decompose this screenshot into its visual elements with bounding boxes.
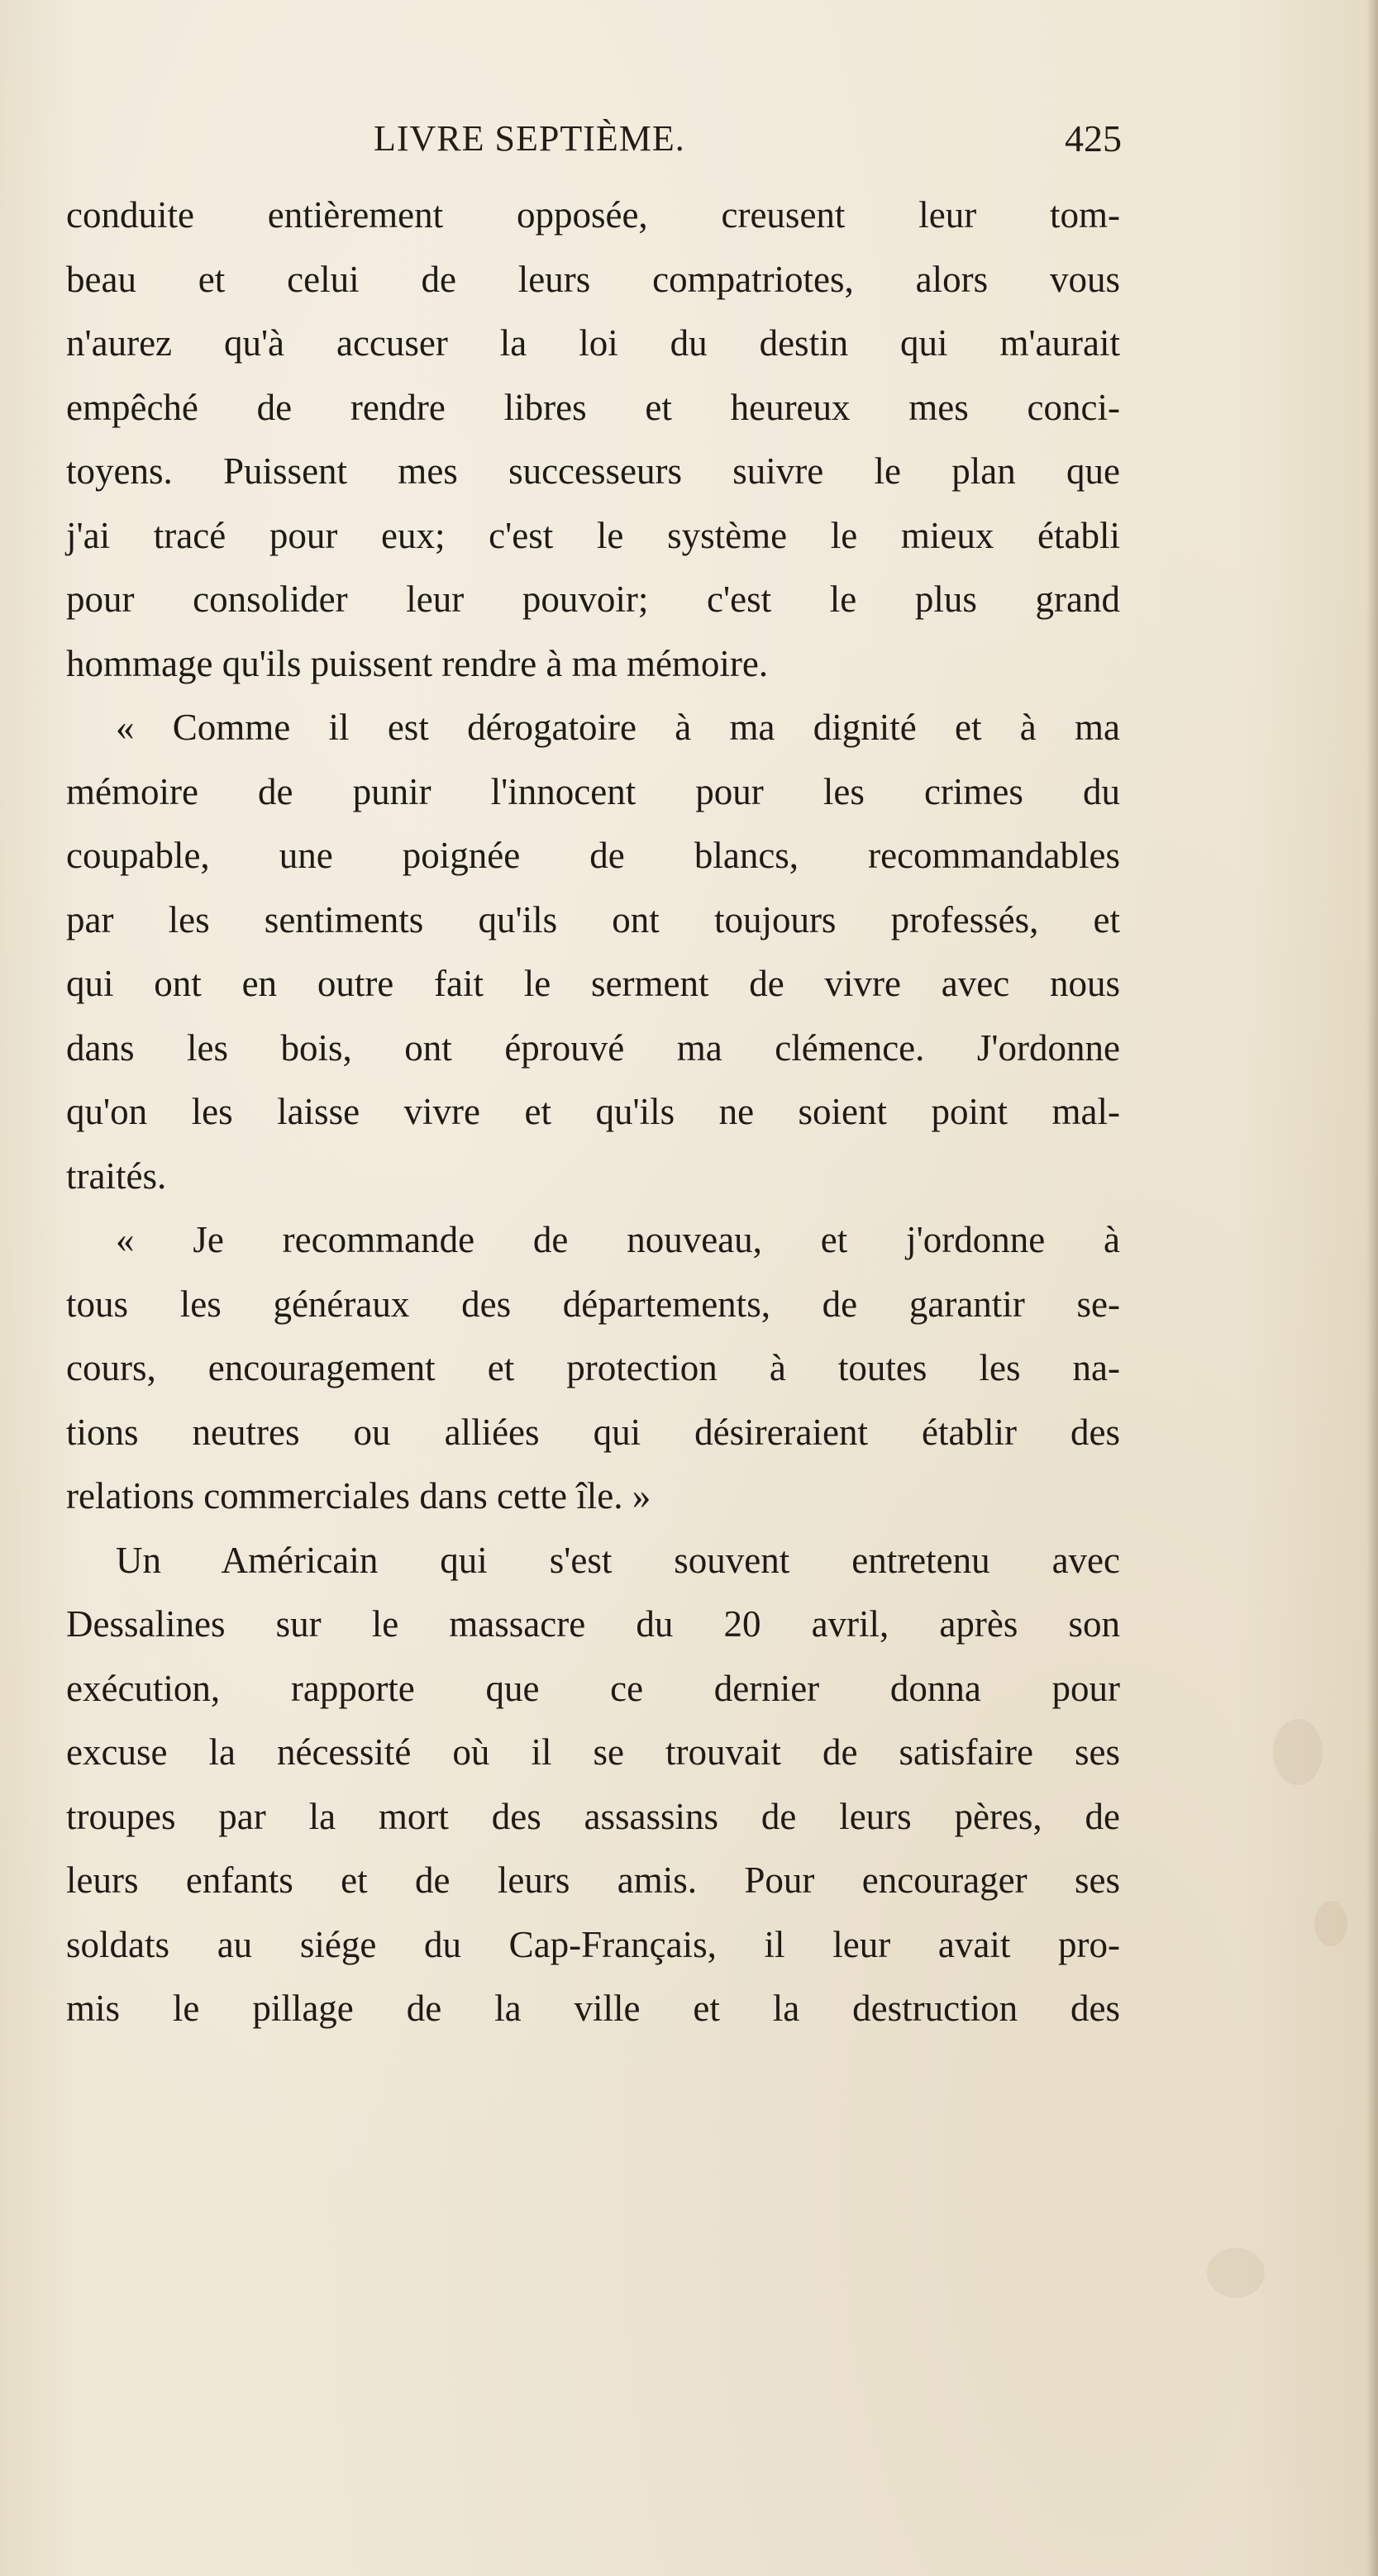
page-edge-shadow: [1366, 0, 1378, 2576]
text-line: soldats au siége du Cap-Français, il leur avait pro-: [66, 1923, 1120, 1965]
text-line: empêché de rendre libres et heureux mes conci-: [66, 386, 1120, 428]
text-line: beau et celui de leurs compatriotes, alors vous: [66, 258, 1120, 300]
text-line: Un Américain qui s'est souvent entretenu avec: [116, 1539, 1120, 1581]
paper-stain: [1207, 2248, 1265, 2297]
body-text: [66, 183, 1120, 2041]
text-line: traités.: [66, 1155, 167, 1197]
text-line: toyens. Puissent mes successeurs suivre le plan que: [66, 450, 1120, 492]
text-line: « Comme il est dérogatoire à ma dignité et à ma: [116, 707, 1120, 748]
page-number: 425: [1065, 117, 1122, 160]
text-line: par les sentiments qu'ils ont toujours professés, et: [66, 898, 1120, 940]
text-line: tous les généraux des départements, de garantir se-: [66, 1283, 1120, 1325]
running-title: LIVRE SEPTIÈME.: [374, 118, 685, 159]
text-line: exécution, rapporte que ce dernier donna pour: [66, 1667, 1120, 1709]
text-line: « Je recommande de nouveau, et j'ordonne à: [116, 1219, 1120, 1260]
text-line: troupes par la mort des assassins de leurs pères, de: [66, 1795, 1120, 1837]
text-line: mémoire de punir l'innocent pour les crimes du: [66, 770, 1120, 812]
text-line: conduite entièrement opposée, creusent leur tom-: [66, 194, 1120, 236]
page-header: [68, 114, 1122, 164]
text-line: cours, encouragement et protection à toutes les na-: [66, 1347, 1120, 1388]
text-line: leurs enfants et de leurs amis. Pour encourager ses: [66, 1859, 1120, 1901]
text-line: relations commerciales dans cette île. »: [66, 1475, 651, 1517]
text-line: mis le pillage de la ville et la destruction des: [66, 1988, 1120, 2029]
text-line: tions neutres ou alliées qui désireraient établir des: [66, 1411, 1120, 1453]
text-line: pour consolider leur pouvoir; c'est le plus grand: [66, 579, 1120, 620]
text-line: qui ont en outre fait le serment de vivre avec nous: [66, 963, 1120, 1004]
text-line: hommage qu'ils puissent rendre à ma mémoire.: [66, 642, 769, 684]
text-line: excuse la nécessité où il se trouvait de satisfaire ses: [66, 1731, 1120, 1773]
text-line: coupable, une poignée de blancs, recommandables: [66, 835, 1120, 876]
text-line: dans les bois, ont éprouvé ma clémence. J'ordonne: [66, 1026, 1120, 1069]
paper-stain: [1314, 1901, 1347, 1946]
paper-stain: [1273, 1719, 1323, 1785]
text-line: j'ai tracé pour eux; c'est le système le mieux établi: [66, 514, 1120, 556]
text-line: Dessalines sur le massacre du 20 avril, après son: [66, 1603, 1120, 1645]
text-line: n'aurez qu'à accuser la loi du destin qui m'aurait: [66, 322, 1120, 364]
text-line: qu'on les laisse vivre et qu'ils ne soient point mal-: [66, 1091, 1120, 1132]
